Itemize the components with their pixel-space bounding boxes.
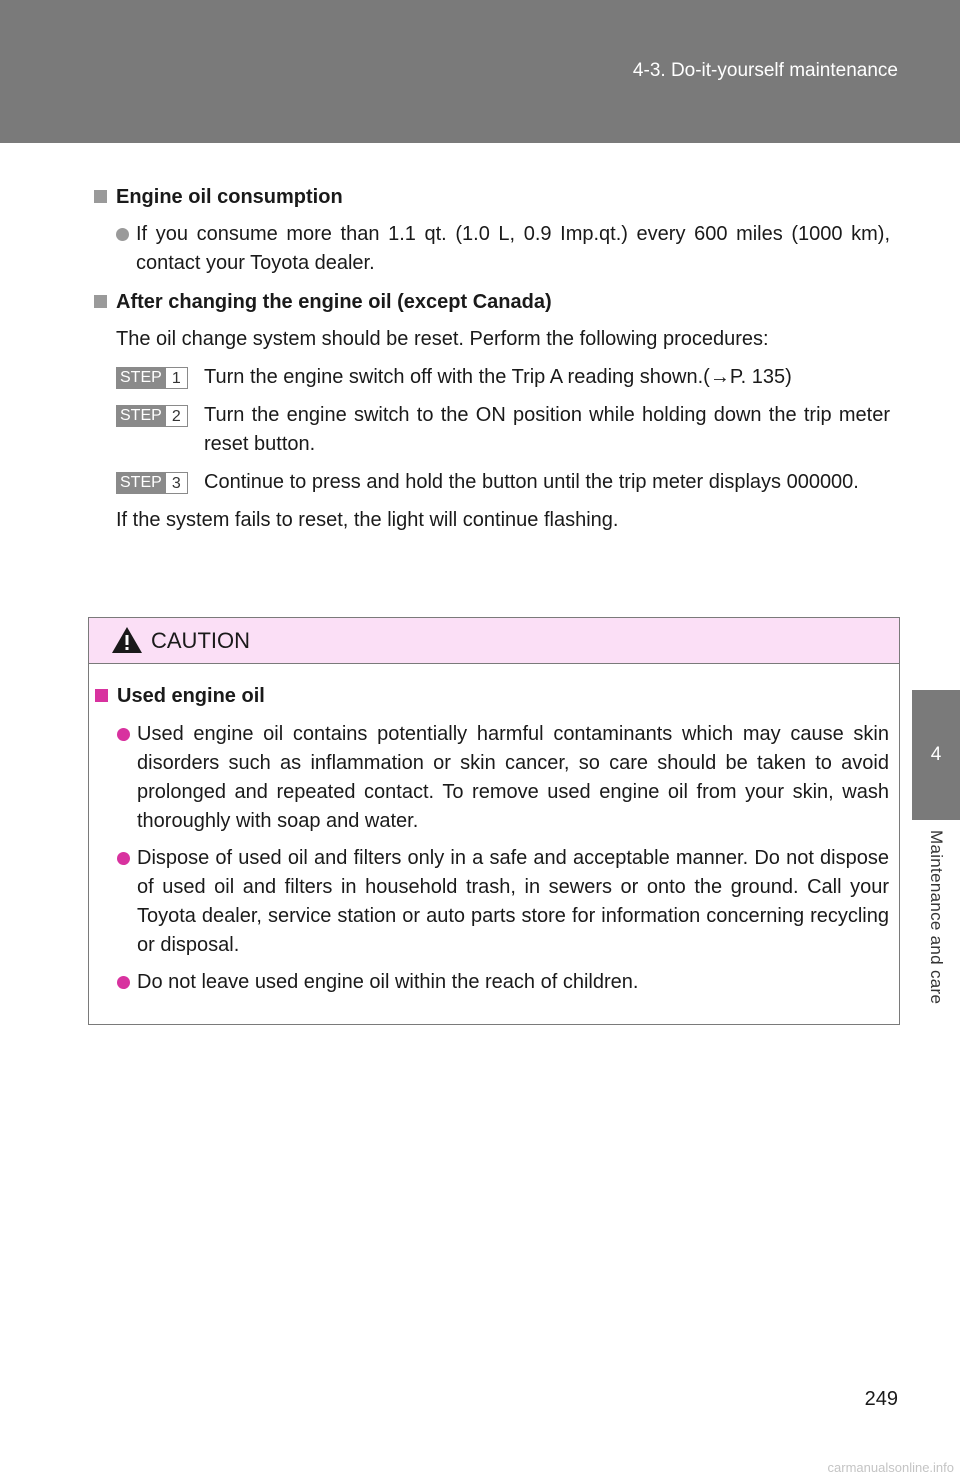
step-label: STEP bbox=[116, 472, 166, 494]
section-title: 4-3. Do-it-yourself maintenance bbox=[632, 60, 898, 81]
circle-bullet-icon bbox=[117, 852, 130, 865]
bullet-text: If you consume more than 1.1 qt. (1.0 L, 0.9 Imp.qt.) every 600 miles (1000 km), contact your Toyota dealer. bbox=[136, 223, 890, 274]
step-badge bbox=[116, 367, 188, 389]
heading-text: After changing the engine oil (except Canada) bbox=[116, 291, 552, 313]
square-bullet-icon bbox=[94, 190, 107, 203]
circle-bullet-icon bbox=[117, 728, 130, 741]
caution-title: CAUTION bbox=[151, 628, 250, 653]
chapter-tab bbox=[912, 690, 960, 820]
step-item bbox=[116, 363, 890, 392]
step-text: Turn the engine switch off with the Trip A reading shown.(→P. 135) bbox=[204, 366, 792, 388]
chapter-number: 4 bbox=[930, 744, 942, 765]
bullet-item bbox=[116, 220, 890, 278]
step-number: 3 bbox=[166, 472, 188, 494]
caution-bullet bbox=[117, 968, 889, 997]
page-header bbox=[0, 0, 960, 143]
caution-heading bbox=[117, 681, 889, 711]
caution-body bbox=[89, 664, 899, 997]
step-text: Continue to press and hold the button until the trip meter displays 000000. bbox=[204, 471, 859, 493]
step-item bbox=[116, 468, 890, 497]
bullet-text: Do not leave used engine oil within the reach of children. bbox=[137, 971, 639, 993]
heading-text: Used engine oil bbox=[117, 685, 265, 707]
page-number: 249 bbox=[864, 1388, 898, 1410]
step-badge bbox=[116, 472, 188, 494]
caution-header bbox=[89, 618, 899, 664]
section-heading bbox=[116, 287, 890, 317]
circle-bullet-icon bbox=[116, 228, 129, 241]
chapter-title: Maintenance and care bbox=[927, 830, 946, 1005]
square-bullet-icon bbox=[94, 295, 107, 308]
step-number: 2 bbox=[166, 405, 188, 427]
chapter-title-vertical bbox=[918, 830, 954, 1030]
warning-triangle-icon bbox=[111, 626, 143, 654]
step-label: STEP bbox=[116, 405, 166, 427]
main-content bbox=[116, 182, 890, 544]
heading-text: Engine oil consumption bbox=[116, 186, 343, 208]
caution-bullet bbox=[117, 844, 889, 960]
bullet-text: Dispose of used oil and filters only in a safe and acceptable manner. Do not dispose of used oil and filters in household trash, in sewers or onto the ground. Call your Toyota dealer, service station or auto parts store for information concerning recycling or disposal. bbox=[137, 847, 889, 956]
step-badge bbox=[116, 405, 188, 427]
caution-box bbox=[88, 617, 900, 1025]
square-bullet-icon bbox=[95, 689, 108, 702]
step-number: 1 bbox=[166, 367, 188, 389]
bullet-text: Used engine oil contains potentially harmful contaminants which may cause skin disorders such as inflammation or skin cancer, so care should be taken to avoid prolonged and repeated contact. To remove used engine oil from your skin, wash thoroughly with soap and water. bbox=[137, 723, 889, 832]
step-label: STEP bbox=[116, 367, 166, 389]
step-item bbox=[116, 401, 890, 459]
caution-bullet bbox=[117, 720, 889, 836]
outro-paragraph: If the system fails to reset, the light will continue flashing. bbox=[116, 509, 619, 531]
circle-bullet-icon bbox=[117, 976, 130, 989]
step-text: Turn the engine switch to the ON position while holding down the trip meter reset button. bbox=[204, 404, 890, 455]
section-heading bbox=[116, 182, 890, 212]
intro-paragraph: The oil change system should be reset. Perform the following procedures: bbox=[116, 328, 769, 350]
watermark: carmanualsonline.info bbox=[827, 1460, 954, 1475]
